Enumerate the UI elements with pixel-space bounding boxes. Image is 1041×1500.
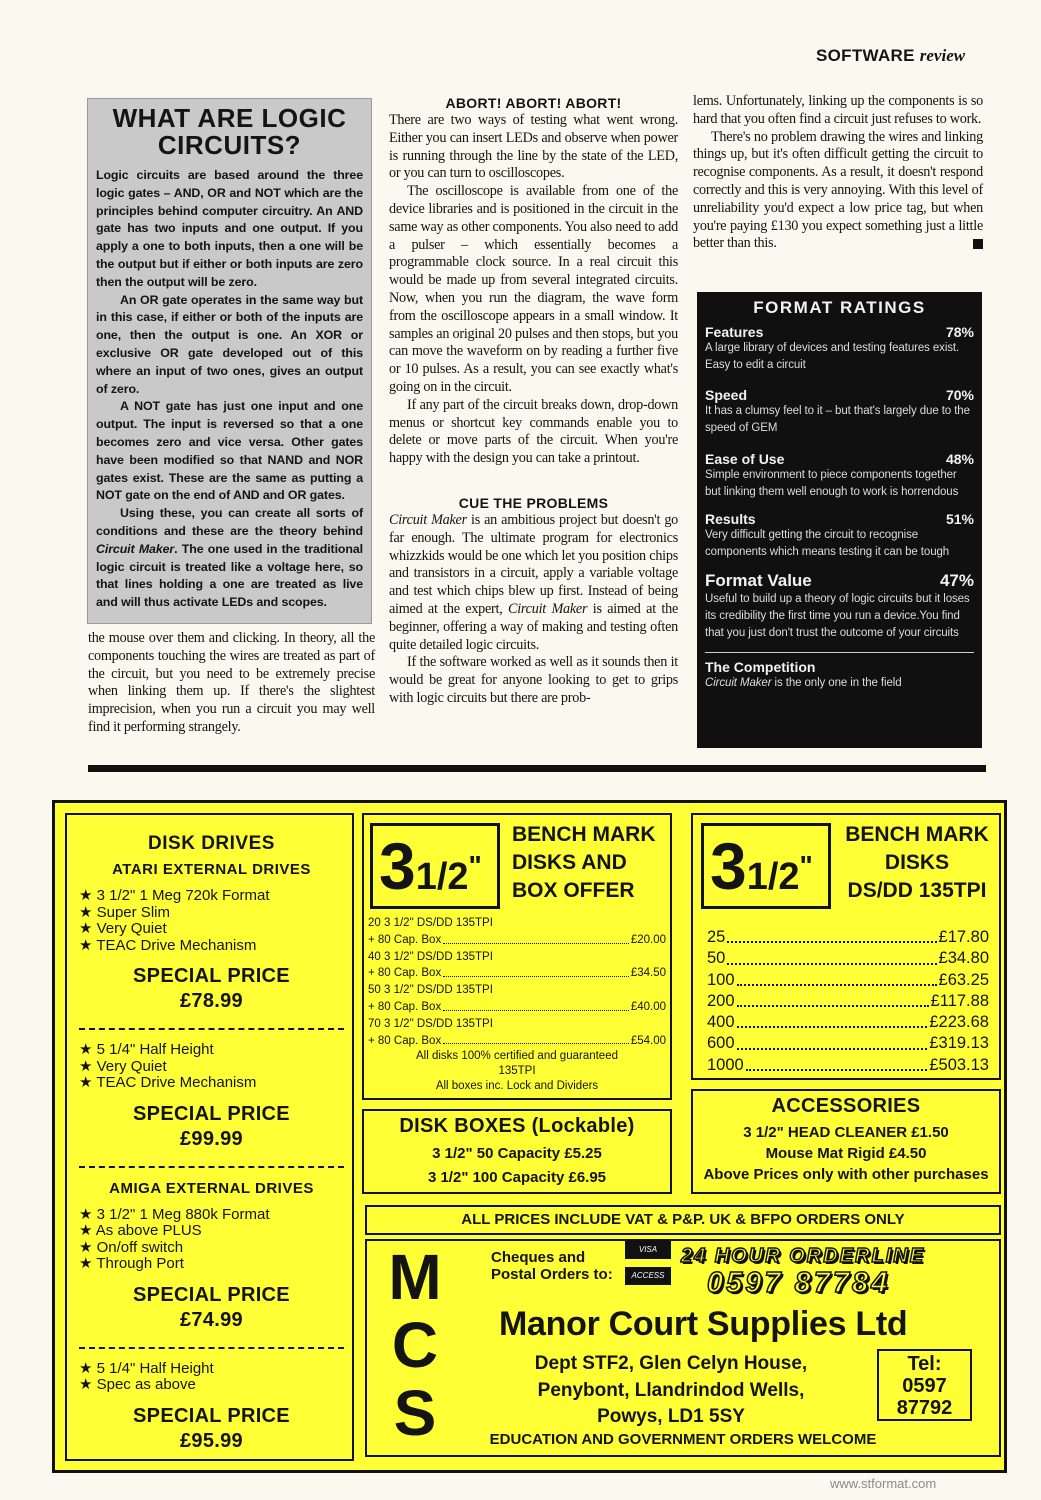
disk-price: £319.13	[929, 1034, 989, 1053]
company-address	[501, 1351, 841, 1431]
sidebar-text: Using these, you can create all sorts of conditions and these are the theory behind	[96, 506, 363, 538]
rating-description: It has a clumsy feel to it – but that's largely due to the speed of GEM	[705, 405, 970, 434]
orderline-phone: 0597 87784	[707, 1267, 891, 1299]
article-paragraph: There are two ways of testing what went wrong. Either you can insert LEDs and observe when power is running through the line by the state of the LED, or you can turn to oscilloscopes.	[389, 112, 678, 182]
offer-label: 70 3 1/2" DS/DD 135TPI	[368, 1017, 493, 1030]
watermark: www.stformat.com	[830, 1476, 937, 1491]
article-paragraph: If the software worked as well as it sounds then it would be great for anyone looking to get to grips with logic circuits but there are prob-	[389, 654, 678, 706]
disk-price: £223.68	[929, 1013, 989, 1032]
offer-price: £20.00	[630, 933, 666, 946]
special-price-label: SPECIAL PRICE	[133, 965, 290, 987]
company-panel	[365, 1239, 1001, 1457]
disk-price-row	[707, 1012, 989, 1033]
price: £74.99	[180, 1308, 243, 1331]
rating-score: 70%	[945, 387, 974, 403]
card-logos	[625, 1241, 671, 1293]
special-price-label: SPECIAL PRICE	[133, 1102, 290, 1125]
rating-name: Ease of Use	[705, 451, 785, 467]
bench-mark-box-offer	[362, 813, 672, 1100]
disk-boxes-panel	[362, 1109, 672, 1194]
dot-leader	[727, 927, 936, 943]
disk-box-line: 3 1/2" 100 Capacity £6.95	[427, 1169, 607, 1186]
bench-title-line: BENCH MARK	[512, 823, 656, 846]
bench-title-line: DISKS AND	[512, 851, 627, 874]
rating-row	[705, 324, 974, 340]
divider-rule	[88, 765, 986, 772]
dot-leader	[727, 948, 936, 964]
offer-label: 40 3 1/2" DS/DD 135TPI	[368, 950, 493, 963]
dashed-divider	[79, 1028, 344, 1030]
rating-description: A large library of devices and testing features exist. Easy to edit a circuit	[705, 342, 960, 371]
mcs-advert	[52, 800, 1007, 1473]
offer-label: + 80 Cap. Box	[368, 1000, 442, 1013]
accessory-line: Above Prices only with other purchases	[703, 1166, 989, 1183]
article-column-2	[389, 95, 678, 708]
logo-letter: M	[388, 1241, 442, 1313]
offer-note: 135TPI	[498, 1065, 536, 1078]
sidebar-paragraph: Logic circuits are based around the three logic gates – AND, OR and NOT which are the principles behind computer circuitry. An AND gate has two inputs and one output. If you apply a one to both inputs, then a one will be the output but if either or both inputs are zero then the output will be zero.	[96, 168, 363, 289]
rating-score: 48%	[945, 451, 974, 467]
offer-label: 20 3 1/2" DS/DD 135TPI	[368, 917, 493, 929]
three-half-logo	[701, 823, 831, 909]
disk-box-line: 3 1/2" 50 Capacity £5.25	[432, 1145, 602, 1162]
half-fraction: 1/2	[746, 856, 800, 898]
special-price-label: SPECIAL PRICE	[133, 1404, 290, 1427]
feature-list	[79, 1042, 344, 1092]
competition-section	[705, 652, 974, 692]
end-mark	[973, 239, 983, 249]
dot-leader	[737, 970, 937, 986]
disk-price-row	[707, 927, 989, 948]
feature-item: ★ Spec as above	[79, 1376, 196, 1393]
cheques-line: Postal Orders to:	[491, 1266, 613, 1283]
inch-mark: "	[799, 850, 813, 881]
sidebar-paragraph	[96, 505, 363, 612]
bench-title-line: DISKS	[884, 851, 950, 874]
feature-item: ★ On/off switch	[79, 1238, 184, 1256]
vat-notice: ALL PRICES INCLUDE VAT & P&P. UK & BFPO ORDERS ONLY	[365, 1205, 1001, 1235]
rating-name: Speed	[705, 387, 748, 403]
tel-line: 87792	[896, 1397, 953, 1419]
bench-title-line: DS/DD 135TPI	[847, 879, 987, 902]
logic-circuits-sidebar	[87, 98, 372, 624]
company-name: Manor Court Supplies Ltd	[499, 1305, 908, 1343]
offer-row	[368, 999, 666, 1016]
disk-price-list	[707, 927, 989, 1076]
disk-drives-title: DISK DRIVES	[148, 833, 275, 854]
competition-desc	[705, 675, 974, 692]
dot-leader	[737, 1033, 928, 1049]
product-name: Circuit Maker	[96, 541, 175, 556]
offer-row	[368, 915, 666, 932]
rating-score: 47%	[939, 571, 974, 590]
disk-price-row	[707, 1055, 989, 1076]
disk-price-row	[707, 991, 989, 1012]
offer-note: All disks 100% certified and guaranteed	[415, 1050, 618, 1063]
dot-leader	[443, 965, 629, 977]
accessories-panel	[691, 1089, 1001, 1194]
sidebar-paragraph: An OR gate operates in the same way but in this case, if either or both of the inputs are one, then the output is one. An XOR or exclusive OR gate developed out of this where an input of two ones, gives an output of zero.	[96, 292, 363, 396]
article-text: is an ambitious project but doesn't go far enough. The ultimate program for electronics whizzkids would be one which let you position chips and transistors in a circuit, apply a variable voltage and test which chips blew up first. Instead of being aimed at the expert,	[389, 511, 679, 617]
bench1-title	[512, 821, 656, 905]
address-line: Dept STF2, Glen Celyn House,	[534, 1353, 808, 1374]
accessory-line: 3 1/2" HEAD CLEANER £1.50	[743, 1124, 949, 1141]
offer-row	[368, 932, 666, 949]
offer-row	[368, 982, 666, 999]
amiga-drives-subtitle: AMIGA EXTERNAL DRIVES	[109, 1179, 314, 1197]
feature-item: ★ TEAC Drive Mechanism	[79, 1074, 257, 1091]
access-card-icon: ACCESS	[625, 1267, 671, 1285]
price: £95.99	[180, 1429, 243, 1452]
offer-row	[368, 1033, 666, 1050]
rating-name: Features	[705, 324, 764, 340]
product-name: Circuit Maker	[705, 677, 772, 689]
sidebar-title: WHAT ARE LOGIC CIRCUITS?	[112, 103, 347, 160]
feature-list	[79, 888, 344, 954]
offer-label: + 80 Cap. Box	[368, 967, 442, 980]
half-fraction: 1/2	[415, 856, 469, 898]
disk-price-row	[707, 1033, 989, 1054]
offer-price: £34.50	[630, 967, 666, 980]
offer-price: £40.00	[630, 1000, 666, 1013]
rating-name: Results	[705, 511, 756, 527]
bench2-title	[843, 821, 991, 905]
rating-row	[705, 387, 974, 403]
feature-item: ★ 3 1/2" 1 Meg 880k Format	[79, 1205, 270, 1223]
ratings-title: FORMAT RATINGS	[753, 298, 926, 317]
disk-drives-panel	[65, 813, 354, 1461]
rating-row	[705, 571, 974, 591]
offer-row	[368, 965, 666, 982]
price: £78.99	[180, 990, 243, 1012]
dashed-divider	[79, 1166, 344, 1168]
disk-quantity: 1000	[707, 1055, 744, 1074]
offer-note: All boxes inc. Lock and Dividers	[435, 1080, 599, 1093]
logo-letter: C	[391, 1309, 439, 1381]
feature-item: ★ Through Port	[79, 1255, 184, 1272]
disk-price-row	[707, 970, 989, 991]
article-column-3	[693, 93, 983, 253]
tel-line: 0597	[902, 1375, 947, 1397]
dot-leader	[737, 991, 929, 1007]
subheading-abort: ABORT! ABORT! ABORT!	[445, 95, 622, 111]
section-name: SOFTWARE	[816, 46, 915, 65]
disk-quantity: 100	[707, 970, 735, 989]
orderline-label: 24 HOUR ORDERLINE	[681, 1245, 926, 1267]
sidebar-text: . The one used in the traditional logic circuit is treated like a voltage here, so that lines holding a one are treated as live and will thus activate LEDs and scopes.	[96, 541, 364, 610]
bench1-price-list	[368, 915, 666, 1094]
disk-price: £117.88	[930, 991, 989, 1010]
article-text: There's no problem drawing the wires and linking things up, but it's often difficult getting the circuit to recognise components. As a result, it doesn't respond correctly and this is very annoying. With this level of unreliability you'd expect a low price tag, but when you're paying £130 you expect something just a little better than this.	[693, 128, 983, 252]
disk-quantity: 400	[707, 1013, 735, 1032]
disk-price: £34.80	[938, 949, 989, 968]
article-paragraph: lems. Unfortunately, linking up the components is so hard that you often find a circuit just refuses to work.	[693, 93, 983, 127]
dashed-divider	[79, 1347, 344, 1349]
bench-mark-disks	[691, 813, 1001, 1080]
feature-item: ★ Very Quiet	[79, 920, 167, 937]
disk-quantity: 600	[707, 1034, 735, 1053]
visa-card-icon: VISA	[625, 1241, 671, 1259]
product-name: Circuit Maker	[508, 600, 588, 617]
subheading-problems: CUE THE PROBLEMS	[458, 494, 609, 511]
tel-line: Tel:	[907, 1353, 942, 1375]
offer-row	[368, 1016, 666, 1033]
feature-item: ★ As above PLUS	[79, 1222, 202, 1239]
format-ratings-box	[697, 292, 982, 748]
feature-item: ★ TEAC Drive Mechanism	[79, 936, 257, 954]
education-notice: EDUCATION AND GOVERNMENT ORDERS WELCOME	[489, 1431, 877, 1448]
feature-list	[79, 1361, 344, 1394]
dot-leader	[737, 1012, 928, 1028]
bench-title-line: BENCH MARK	[845, 823, 989, 846]
rating-row	[705, 451, 974, 467]
article-text: is aimed at the beginner, offering a way of making and testing often quite detailed logic circuits.	[389, 600, 678, 653]
disk-price: £17.80	[938, 928, 989, 946]
article-column-1	[88, 630, 375, 737]
disk-quantity: 200	[707, 991, 735, 1010]
feature-item: ★ 3 1/2" 1 Meg 720k Format	[79, 887, 270, 904]
disk-quantity: 50	[707, 949, 726, 968]
inch-mark: "	[468, 850, 482, 881]
offer-label: + 80 Cap. Box	[368, 1034, 442, 1047]
accessories-title: ACCESSORIES	[771, 1095, 921, 1117]
dot-leader	[746, 1055, 928, 1071]
bench-title-line: BOX OFFER	[512, 879, 635, 902]
section-header	[816, 46, 965, 66]
special-price-label: SPECIAL PRICE	[133, 1283, 290, 1306]
disk-price: £63.25	[938, 970, 989, 989]
three-half-logo	[370, 823, 500, 909]
disk-quantity: 25	[707, 928, 726, 946]
rating-score: 51%	[945, 511, 974, 527]
address-line: Powys, LD1 5SY	[597, 1406, 745, 1427]
offer-label: 50 3 1/2" DS/DD 135TPI	[368, 984, 493, 997]
telephone-box	[877, 1349, 972, 1421]
big-digit: 3	[710, 829, 747, 903]
dot-leader	[443, 999, 629, 1011]
rating-description: Very difficult getting the circuit to recognise components which means testing it can be tough	[705, 529, 950, 558]
logo-letter: S	[393, 1377, 437, 1449]
rating-row	[705, 511, 974, 527]
rating-score: 78%	[945, 324, 974, 340]
atari-drives-subtitle: ATARI EXTERNAL DRIVES	[112, 861, 311, 878]
competition-title: The Competition	[705, 659, 816, 675]
offer-label: + 80 Cap. Box	[368, 933, 442, 946]
feature-item: ★ Very Quiet	[79, 1057, 167, 1075]
feature-item: ★ Super Slim	[79, 903, 170, 921]
offer-row	[368, 949, 666, 966]
big-digit: 3	[379, 829, 416, 903]
cheques-text	[491, 1249, 613, 1283]
sidebar-paragraph: A NOT gate has just one input and one output. The input is reversed so that a one becomes zero and vice versa. Other gates have been modified so that NAND and NOR gates exist. These are the same as putting a NOT gate on the end of AND and OR gates.	[96, 399, 363, 503]
section-kind: review	[919, 46, 966, 65]
disk-boxes-title: DISK BOXES (Lockable)	[399, 1115, 635, 1137]
address-line: Penybont, Llandrindod Wells,	[537, 1379, 805, 1401]
article-paragraph: the mouse over them and clicking. In theory, all the components touching the wires are treated as part of the circuit, but you need to be extremely precise when linking them up. If there's the slightest imprecision, when you run a circuit you may well find it performing strangely.	[88, 630, 375, 735]
ratings-list	[705, 324, 974, 642]
disk-price: £503.13	[929, 1055, 989, 1074]
article-paragraph: The oscilloscope is available from one of the device libraries and is positioned in the circuit in the same way as other components. You also need to add a pulser – which essentially becomes a programmable clock source. In a real circuit this would be made up from several integrated circuits. Now, when you run the diagram, the wave form from the oscilloscope appears in a small window. It samples an original 20 pulses and then stops, but you can move the waveform on by reading a further five or 10 pulses. As a result, you can see exactly what's going on in the circuit.	[389, 183, 678, 395]
dot-leader	[443, 1033, 629, 1045]
feature-item: ★ 5 1/4" Half Height	[79, 1359, 214, 1377]
rating-description: Useful to build up a theory of logic circuits but it loses its credibility the first time you run a device.You find that you just don't trust the outcome of your circuits	[705, 593, 970, 639]
cheques-line: Cheques and	[491, 1249, 586, 1266]
product-name: Circuit Maker	[389, 511, 467, 528]
article-paragraph	[389, 512, 678, 654]
offer-price: £54.00	[630, 1034, 666, 1047]
competition-text: is the only one in the field	[771, 677, 902, 689]
accessory-line: Mouse Mat Rigid £4.50	[765, 1145, 927, 1162]
feature-list	[79, 1207, 344, 1273]
price: £99.99	[180, 1127, 243, 1150]
disk-price-row	[707, 948, 989, 969]
rating-name: Format Value	[705, 571, 812, 590]
article-paragraph: If any part of the circuit breaks down, drop-down menus or shortcut key commands enable you to delete or move parts of the circuit. When you're happy with the design you can take a printout.	[389, 396, 678, 467]
article-paragraph	[693, 129, 983, 254]
dot-leader	[443, 932, 629, 944]
feature-item: ★ 5 1/4" Half Height	[79, 1041, 214, 1058]
rating-description: Simple environment to piece components together but linking them well enough to work is horrendous	[705, 469, 959, 498]
